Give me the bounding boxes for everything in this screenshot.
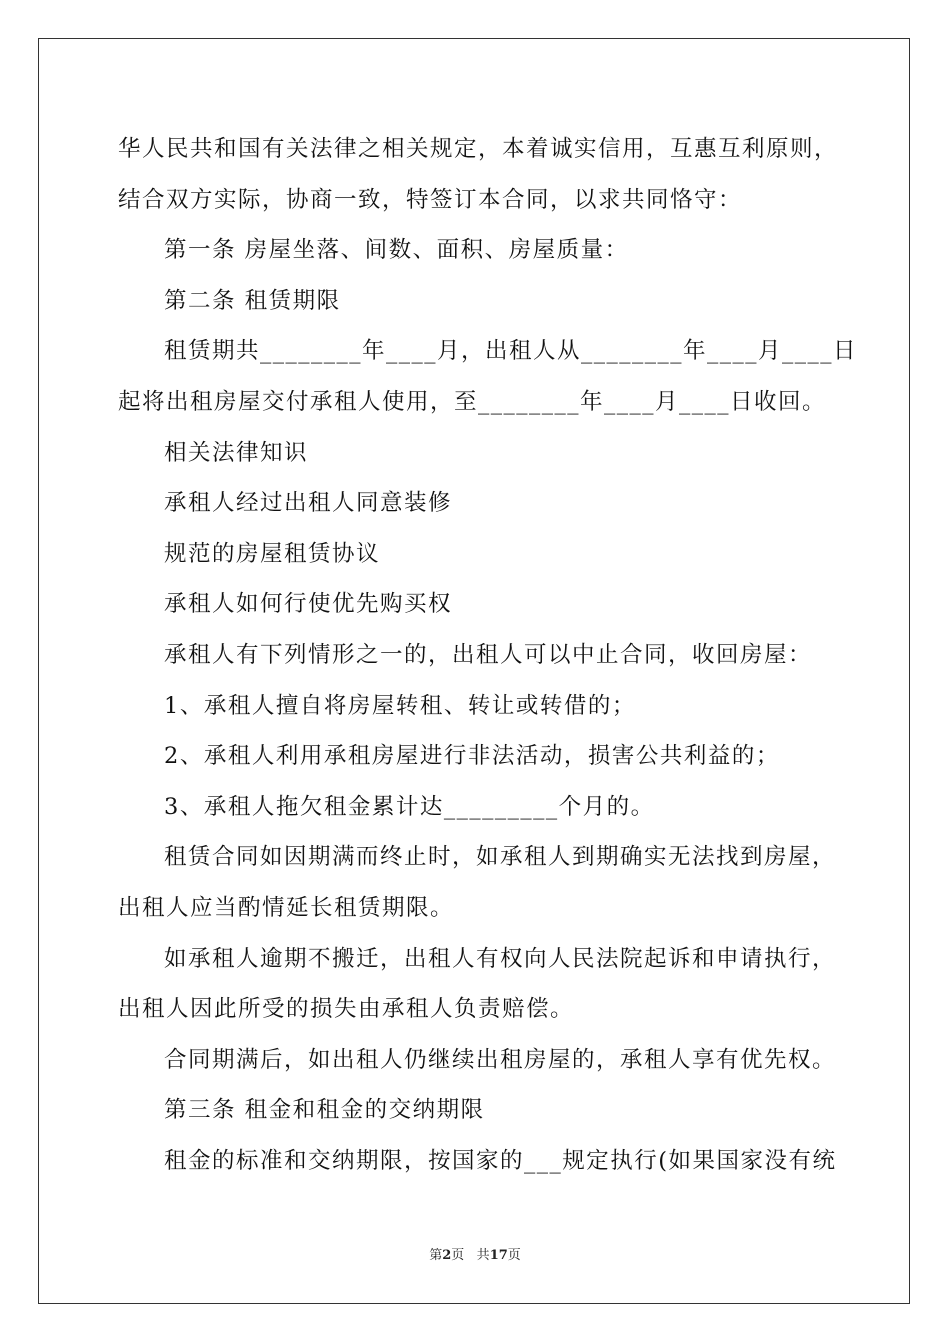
text-line: 起将出租房屋交付承租人使用，至________年____月____日收回。	[118, 388, 827, 415]
page-total: 17	[489, 1248, 508, 1263]
text-line: 承租人如何行使优先购买权	[164, 591, 453, 618]
text-line: 结合双方实际，协商一致，特签订本合同，以求共同恪守：	[118, 186, 743, 213]
article-heading: 第二条 租赁期限	[164, 287, 341, 314]
page-current: 2	[442, 1248, 452, 1263]
text-line: 华人民共和国有关法律之相关规定，本着诚实信用，互惠互利原则，	[118, 136, 839, 162]
total-prefix: 共	[476, 1248, 490, 1263]
text-line: 如承租人逾期不搬迁，出租人有权向人民法院起诉和申请执行，	[164, 945, 837, 972]
text-line: 租赁期共________年____月，出租人从________年____月____日	[164, 338, 858, 365]
list-item: 1、承租人擅自将房屋转租、转让或转借的；	[164, 692, 636, 719]
total-suffix: 页	[507, 1248, 521, 1263]
text-line: 承租人经过出租人同意装修	[164, 490, 453, 517]
article-heading: 第一条 房屋坐落、间数、面积、房屋质量：	[164, 237, 629, 264]
list-item: 3、承租人拖欠租金累计达_________个月的。	[164, 793, 655, 820]
list-item: 2、承租人利用承租房屋进行非法活动，损害公共利益的；	[164, 743, 780, 770]
text-line: 出租人因此所受的损失由承租人负责赔偿。	[118, 996, 575, 1023]
text-line: 租赁合同如因期满而终止时，如承租人到期确实无法找到房屋，	[164, 844, 837, 871]
page-footer	[0, 1244, 950, 1263]
text-line: 规范的房屋租赁协议	[164, 540, 381, 567]
text-line: 相关法律知识	[164, 439, 309, 466]
text-line: 租金的标准和交纳期限，按国家的___规定执行(如果国家没有统	[164, 1147, 837, 1174]
document-body	[118, 124, 858, 1186]
page-prefix: 第	[429, 1248, 443, 1263]
text-line: 承租人有下列情形之一的，出租人可以中止合同，收回房屋：	[164, 641, 813, 668]
page-suffix: 页	[451, 1248, 465, 1263]
text-line: 合同期满后，如出租人仍继续出租房屋的，承租人享有优先权。	[164, 1046, 837, 1073]
text-line: 出租人应当酌情延长租赁期限。	[118, 894, 455, 921]
article-heading: 第三条 租金和租金的交纳期限	[164, 1097, 485, 1124]
